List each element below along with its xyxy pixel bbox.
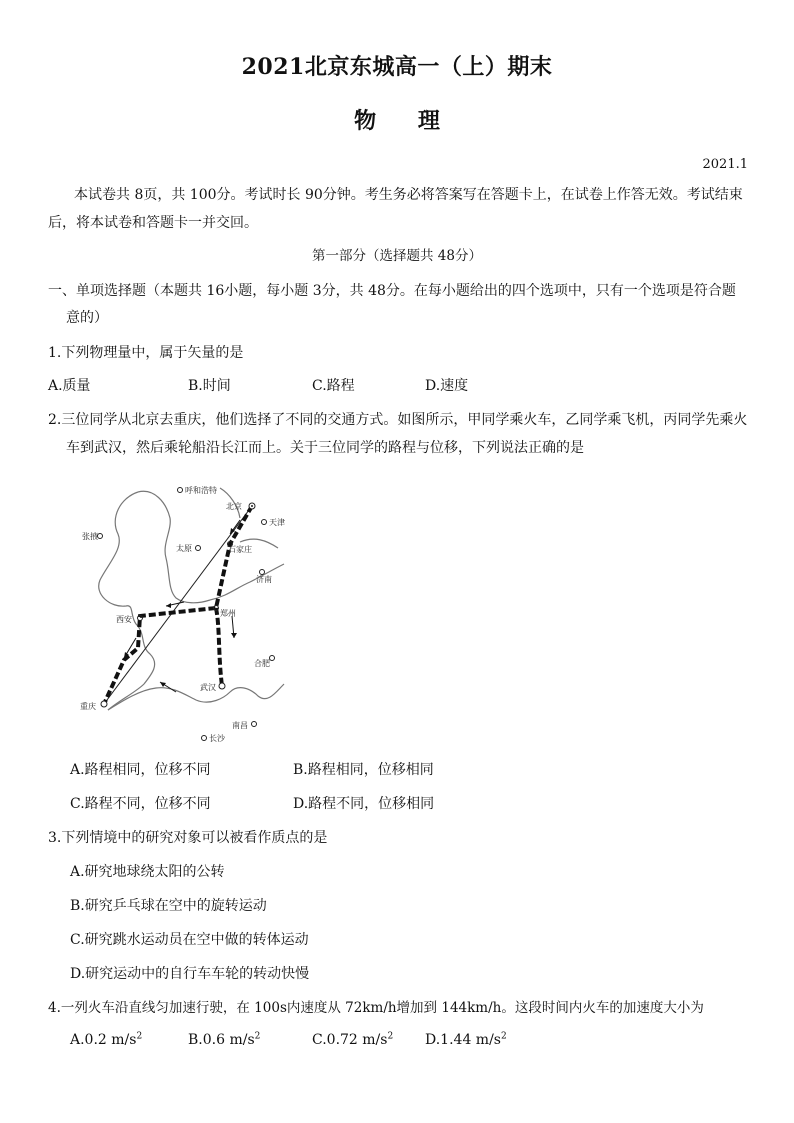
question-2-option-c[interactable]: C.路程不同，位移不同 (70, 796, 211, 812)
question-3-option-b[interactable]: B.研究乒乓球在空中的旋转运动 (70, 898, 267, 914)
svg-text:长沙: 长沙 (209, 734, 225, 743)
question-4-option-a[interactable] (70, 1030, 142, 1050)
svg-text:济南: 济南 (256, 575, 272, 584)
city-tianjin (262, 517, 286, 527)
question-1-option-d[interactable]: D.速度 (425, 378, 469, 394)
page-title: 2021北京东城高一（上）期末 (241, 54, 553, 80)
svg-text:郑州: 郑州 (220, 609, 236, 618)
city-changsha (202, 733, 226, 743)
city-taiyuan (176, 543, 201, 553)
intro-line-1: 本试卷共 8页，共 100分。考试时长 90分钟。考生务必将答案写在答题卡上，在试卷上作答无效。考试结束 (74, 187, 743, 203)
question-2-option-d[interactable]: D.路程不同，位移相同 (293, 796, 435, 812)
exponent: 2 (254, 1031, 261, 1042)
question-1-option-b[interactable]: B.时间 (188, 378, 231, 394)
city-hefei (254, 656, 275, 669)
train-route-wuhan (216, 608, 222, 686)
part-heading-line-1: 一、单项选择题（本题共 16小题，每小题 3分，共 48分。在每小题给出的四个选项中，只有一个选项是符合题 (48, 283, 736, 299)
city-huhehaote (178, 485, 218, 495)
question-3-option-a[interactable]: A.研究地球绕太阳的公转 (70, 864, 225, 880)
intro-line-2: 后，将本试卷和答题卡一并交回。 (48, 215, 258, 231)
question-1-option-c[interactable]: C.路程 (312, 378, 355, 394)
option-text: A.0.2 m/s (70, 1032, 137, 1048)
option-text: C.0.72 m/s (312, 1032, 388, 1048)
subject-title: 物 理 (354, 108, 440, 134)
question-4-option-d[interactable] (425, 1030, 507, 1050)
question-1-option-a[interactable]: A.质量 (48, 378, 91, 394)
city-nanchang (232, 720, 257, 730)
option-text: B.0.6 m/s (188, 1032, 255, 1048)
direction-arrow-head (231, 633, 237, 638)
option-text: D.1.44 m/s (425, 1032, 501, 1048)
exam-date: 2021.1 (702, 157, 748, 172)
question-3-stem: 3.下列情境中的研究对象可以被看作质点的是 (48, 830, 328, 846)
route-map (80, 478, 300, 748)
svg-text:合肥: 合肥 (254, 659, 270, 668)
question-1-stem: 1.下列物理量中，属于矢量的是 (48, 345, 244, 361)
section-title: 第一部分（选择题共 48分） (312, 248, 482, 264)
direction-arrow-head (160, 682, 166, 687)
question-4-stem: 4.一列火车沿直线匀加速行驶，在 100s内速度从 72km/h增加到 144km/h。这段时间内火车的加速度大小为 (48, 1000, 704, 1016)
question-2-stem-line-1: 2.三位同学从北京去重庆，他们选择了不同的交通方式。如图所示，甲同学乘火车，乙同学乘飞机，丙同学先乘火 (48, 412, 748, 428)
river-line (99, 492, 155, 710)
svg-text:张掖: 张掖 (82, 532, 98, 541)
question-2-option-b[interactable]: B.路程相同，位移相同 (293, 762, 434, 778)
exponent: 2 (387, 1031, 394, 1042)
city-wuhan (200, 682, 225, 692)
svg-text:北京: 北京 (226, 502, 242, 511)
exponent: 2 (500, 1031, 507, 1042)
svg-text:武汉: 武汉 (200, 683, 216, 692)
svg-text:呼和浩特: 呼和浩特 (185, 486, 217, 495)
river-line (138, 491, 210, 602)
svg-text:重庆: 重庆 (80, 702, 96, 711)
question-4-option-c[interactable] (312, 1030, 393, 1050)
part-heading-line-2: 意的） (66, 310, 108, 326)
city-chongqing (80, 701, 107, 711)
city-zhangye (82, 531, 103, 541)
svg-text:南昌: 南昌 (232, 721, 248, 730)
svg-text:石家庄: 石家庄 (228, 545, 252, 554)
question-3-option-c[interactable]: C.研究跳水运动员在空中做的转体运动 (70, 932, 309, 948)
svg-text:太原: 太原 (176, 544, 192, 553)
question-2-option-a[interactable]: A.路程相同，位移不同 (70, 762, 211, 778)
question-4-option-b[interactable] (188, 1030, 260, 1050)
flight-route (104, 506, 252, 704)
question-2-stem-line-2: 车到武汉，然后乘轮船沿长江而上。关于三位同学的路程与位移，下列说法正确的是 (66, 440, 584, 456)
yangtze-river (108, 684, 284, 710)
exponent: 2 (136, 1031, 143, 1042)
svg-text:天津: 天津 (269, 518, 285, 527)
question-3-option-d[interactable]: D.研究运动中的自行车车轮的转动快慢 (70, 966, 310, 982)
svg-text:西安: 西安 (116, 615, 132, 624)
